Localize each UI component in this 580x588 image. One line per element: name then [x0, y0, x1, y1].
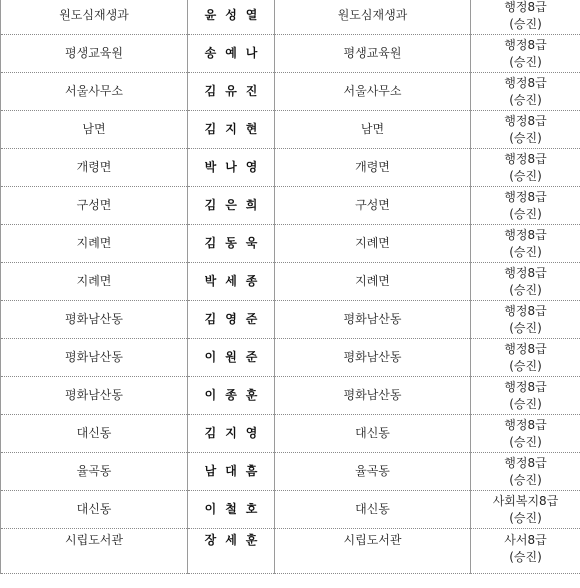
- employee-name-text: 김영준: [204, 312, 267, 326]
- previous-unit-cell: [1, 187, 188, 225]
- promotion-note: (승진): [509, 16, 542, 31]
- new-unit-text: 구성면: [355, 198, 390, 212]
- previous-unit-text: 원도심재생과: [59, 8, 129, 22]
- employee-name-cell: [188, 187, 275, 225]
- employee-name-cell: [188, 149, 275, 187]
- employee-name-text: 김은희: [204, 198, 267, 212]
- grade-text: 행정8급: [504, 0, 547, 14]
- table-row: [1, 415, 580, 453]
- previous-unit-text: 시립도서관: [65, 533, 123, 547]
- table-row: [1, 187, 580, 225]
- employee-name-cell: [188, 111, 275, 149]
- grade-cell: [471, 377, 580, 415]
- grade-text: 사서8급: [504, 533, 547, 547]
- promotion-note: (승진): [509, 434, 542, 449]
- new-unit-text: 지례면: [355, 236, 390, 250]
- previous-unit-cell: [1, 0, 188, 35]
- previous-unit-text: 평화남산동: [65, 350, 123, 364]
- promotion-note: (승진): [509, 244, 542, 259]
- new-unit-cell: [275, 35, 471, 73]
- grade-cell: [471, 263, 580, 301]
- table-row: [1, 0, 580, 35]
- promotion-note: (승진): [509, 472, 542, 487]
- new-unit-cell: [275, 0, 471, 35]
- new-unit-cell: [275, 187, 471, 225]
- previous-unit-text: 지례면: [76, 236, 112, 250]
- previous-unit-cell: [1, 491, 188, 529]
- new-unit-text: 평화남산동: [343, 312, 402, 326]
- previous-unit-text: 남면: [82, 122, 106, 136]
- employee-name-cell: [188, 453, 275, 491]
- grade-text: 행정8급: [504, 341, 547, 356]
- grade-cell: [471, 35, 580, 73]
- employee-name-cell: [188, 225, 275, 263]
- table-row: [1, 491, 580, 529]
- grade-cell: [471, 529, 580, 574]
- new-unit-cell: [275, 111, 471, 149]
- grade-text: 행정8급: [504, 227, 547, 242]
- promotion-note: (승진): [509, 92, 542, 107]
- previous-unit-cell: [1, 453, 188, 491]
- employee-name-cell: [188, 415, 275, 453]
- previous-unit-cell: [1, 377, 188, 415]
- grade-cell: [471, 225, 580, 263]
- table-row: [1, 339, 580, 377]
- employee-name-text: 장세훈: [204, 533, 267, 547]
- new-unit-text: 남면: [360, 122, 385, 136]
- table-row: [1, 453, 580, 491]
- promotion-note: (승진): [509, 130, 542, 145]
- new-unit-text: 대신동: [355, 502, 390, 516]
- employee-name-cell: [188, 339, 275, 377]
- grade-cell: [471, 149, 580, 187]
- new-unit-cell: [275, 149, 471, 187]
- grade-text: 행정8급: [504, 75, 547, 90]
- grade-text: 행정8급: [504, 113, 547, 128]
- previous-unit-cell: [1, 529, 188, 574]
- employee-name-cell: [188, 301, 275, 339]
- table-row: [1, 35, 580, 73]
- previous-unit-text: 지례면: [76, 274, 112, 288]
- previous-unit-text: 구성면: [76, 198, 112, 212]
- grade-cell: [471, 187, 580, 225]
- previous-unit-text: 대신동: [76, 426, 112, 440]
- employee-name-cell: [188, 35, 275, 73]
- employee-name-text: 박세종: [204, 274, 267, 288]
- new-unit-cell: [275, 491, 471, 529]
- grade-text: 행정8급: [504, 379, 547, 394]
- employee-name-text: 이종훈: [204, 388, 267, 402]
- new-unit-text: 지례면: [355, 274, 390, 288]
- employee-name-text: 김동욱: [204, 236, 267, 250]
- employee-name-text: 윤성열: [204, 8, 267, 22]
- employee-name-cell: [188, 263, 275, 301]
- promotion-note: (승진): [509, 206, 542, 221]
- table-row: [1, 73, 580, 111]
- new-unit-text: 평생교육원: [343, 46, 402, 60]
- table-row: [1, 263, 580, 301]
- table-row: [1, 225, 580, 263]
- previous-unit-cell: [1, 149, 188, 187]
- promotion-note: (승진): [509, 550, 542, 564]
- new-unit-text: 개령면: [355, 160, 390, 174]
- previous-unit-cell: [1, 263, 188, 301]
- new-unit-cell: [275, 529, 471, 574]
- grade-text: 행정8급: [504, 189, 547, 204]
- previous-unit-cell: [1, 111, 188, 149]
- new-unit-cell: [275, 263, 471, 301]
- promotion-note: (승진): [509, 510, 542, 525]
- new-unit-text: 평화남산동: [343, 350, 402, 364]
- grade-cell: [471, 415, 580, 453]
- grade-cell: [471, 111, 580, 149]
- employee-name-text: 김지현: [204, 122, 267, 136]
- previous-unit-cell: [1, 415, 188, 453]
- previous-unit-cell: [1, 73, 188, 111]
- previous-unit-text: 개령면: [76, 160, 112, 174]
- new-unit-text: 원도심재생과: [337, 8, 408, 22]
- employee-name-text: 송예나: [204, 46, 267, 60]
- employee-name-text: 박나영: [204, 160, 267, 174]
- promotion-note: (승진): [509, 396, 542, 411]
- grade-cell: [471, 491, 580, 529]
- previous-unit-cell: [1, 225, 188, 263]
- previous-unit-cell: [1, 301, 188, 339]
- previous-unit-text: 평화남산동: [65, 312, 123, 326]
- new-unit-text: 율곡동: [355, 464, 390, 478]
- grade-text: 행정8급: [504, 37, 547, 52]
- new-unit-cell: [275, 415, 471, 453]
- promotion-note: (승진): [509, 282, 542, 297]
- table-row: [1, 301, 580, 339]
- previous-unit-text: 평화남산동: [65, 388, 123, 402]
- employee-name-text: 남대흠: [204, 464, 267, 478]
- employee-name-cell: [188, 491, 275, 529]
- new-unit-cell: [275, 377, 471, 415]
- new-unit-cell: [275, 73, 471, 111]
- employee-name-cell: [188, 73, 275, 111]
- table-row: [1, 529, 580, 574]
- previous-unit-text: 평생교육원: [65, 46, 123, 60]
- promotion-note: (승진): [509, 54, 542, 69]
- new-unit-text: 시립도서관: [343, 533, 402, 547]
- grade-text: 행정8급: [504, 417, 547, 432]
- new-unit-text: 서울사무소: [343, 84, 402, 98]
- grade-cell: [471, 73, 580, 111]
- grade-text: 행정8급: [504, 303, 547, 318]
- previous-unit-cell: [1, 339, 188, 377]
- grade-text: 사회복지8급: [492, 493, 559, 508]
- new-unit-text: 평화남산동: [343, 388, 402, 402]
- new-unit-cell: [275, 225, 471, 263]
- employee-name-text: 이원준: [204, 350, 267, 364]
- previous-unit-cell: [1, 35, 188, 73]
- promotion-note: (승진): [509, 320, 542, 335]
- employee-name-text: 이철호: [204, 502, 267, 516]
- employee-name-cell: [188, 0, 275, 35]
- employee-name-text: 김지영: [204, 426, 267, 440]
- grade-text: 행정8급: [504, 265, 547, 280]
- promotion-note: (승진): [509, 358, 542, 373]
- grade-text: 행정8급: [504, 455, 547, 470]
- previous-unit-text: 서울사무소: [65, 84, 123, 98]
- grade-cell: [471, 339, 580, 377]
- table-row: [1, 111, 580, 149]
- table-row: [1, 149, 580, 187]
- employee-name-text: 김유진: [204, 84, 267, 98]
- grade-text: 행정8급: [504, 151, 547, 166]
- grade-cell: [471, 0, 580, 35]
- promotion-note: (승진): [509, 168, 542, 183]
- employee-name-cell: [188, 377, 275, 415]
- grade-cell: [471, 301, 580, 339]
- previous-unit-text: 대신동: [76, 502, 112, 516]
- new-unit-cell: [275, 453, 471, 491]
- new-unit-cell: [275, 301, 471, 339]
- roster-body: [1, 0, 580, 574]
- grade-cell: [471, 453, 580, 491]
- new-unit-cell: [275, 339, 471, 377]
- employee-name-cell: [188, 529, 275, 574]
- table-row: [1, 377, 580, 415]
- new-unit-text: 대신동: [355, 426, 390, 440]
- previous-unit-text: 율곡동: [76, 464, 112, 478]
